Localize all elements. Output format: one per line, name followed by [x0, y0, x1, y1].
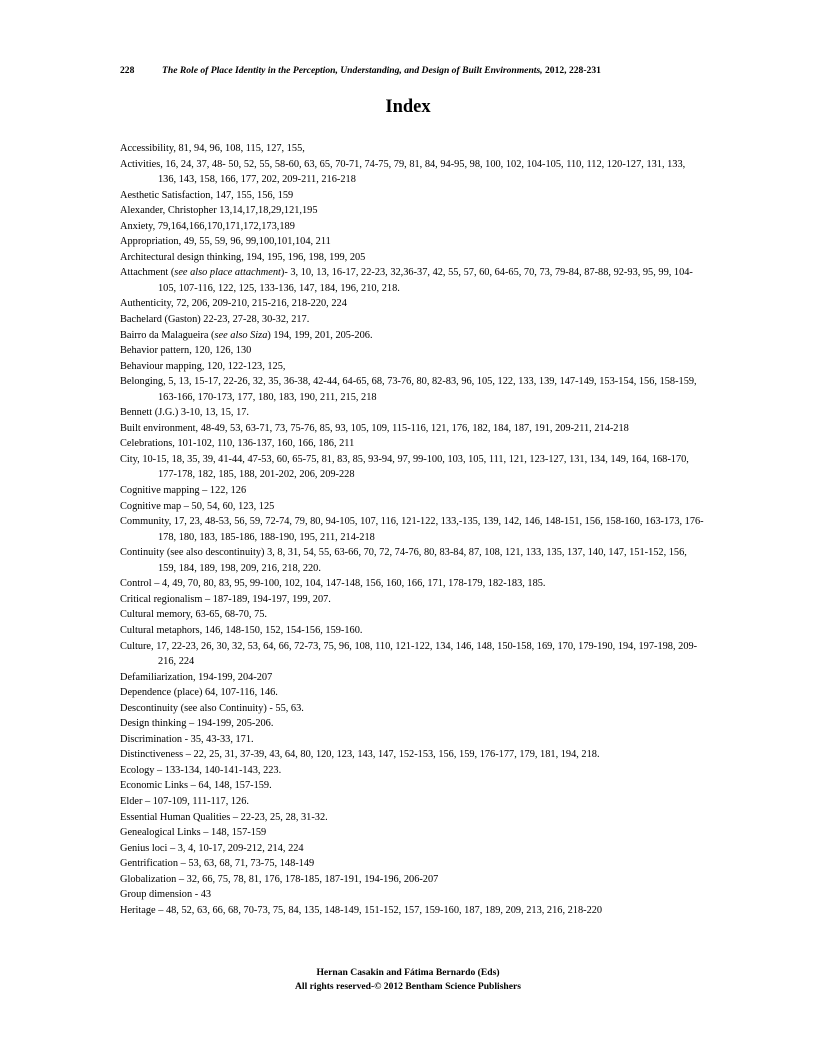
- index-entry-text: Built environment, 48-49, 53, 63-71, 73, 75-76, 85, 93, 105, 109, 115-116, 121, 176, 182, 184, 187, 191, 209-211, 214-218: [120, 422, 629, 434]
- index-entry-text: Bennett (J.G.) 3-10, 13, 15, 17.: [120, 407, 249, 419]
- index-entry: [120, 639, 704, 670]
- index-entry-text: Alexander, Christopher 13,14,17,18,29,121,195: [120, 205, 318, 217]
- footer-copyright: All rights reserved-© 2012 Bentham Science Publishers: [294, 980, 522, 992]
- index-entry: [120, 157, 704, 188]
- footer-editors: Hernan Casakin and Fátima Bernardo (Eds): [316, 967, 500, 978]
- index-entry-text: Cognitive map – 50, 54, 60, 123, 125: [120, 500, 275, 512]
- index-entry: [120, 499, 704, 515]
- index-entry: [120, 887, 704, 903]
- index-entry-text: Attachment (: [120, 267, 175, 279]
- index-entry-text: Cultural memory, 63-65, 68-70, 75.: [120, 609, 267, 621]
- index-entry: [120, 716, 704, 732]
- index-entry-text: Economic Links – 64, 148, 157-159.: [120, 780, 272, 792]
- index-entry: [120, 810, 704, 826]
- index-entry: [120, 374, 704, 405]
- index-entry: [120, 545, 704, 576]
- index-entry: [120, 296, 704, 312]
- index-entry-text: Community, 17, 23, 48-53, 56, 59, 72-74, 79, 80, 94-105, 107, 116, 121-122, 133,-135, 139, 142, 146, 148-151, 156, 158-160, 163-173, 176-178, 180, 183, 185-186, 188-190, 195, 211, 214-218: [120, 516, 704, 543]
- index-entry: [120, 856, 704, 872]
- index-entry: [120, 701, 704, 717]
- index-entry-text: Bachelard (Gaston) 22-23, 27-28, 30-32, 217.: [120, 314, 310, 326]
- running-title: The Role of Place Identity in the Perception, Understanding, and Design of Built Environments,: [162, 65, 543, 76]
- index-entry: [120, 747, 704, 763]
- index-entry-text: Group dimension - 43: [120, 889, 212, 901]
- index-entry-text: Critical regionalism – 187-189, 194-197, 199, 207.: [120, 593, 331, 605]
- index-entry-text: Belonging, 5, 13, 15-17, 22-26, 32, 35, 36-38, 42-44, 64-65, 68, 73-76, 80, 82-83, 96, 105, 122, 133, 139, 147-149, 153-154, 156, 158-159, 163-166, 170-173, 177, 180, 183, 190, 211, 215, 218: [120, 376, 697, 403]
- index-entry: [120, 421, 704, 437]
- running-head: [120, 65, 700, 76]
- index-entry: [120, 452, 704, 483]
- index-entry-text: Design thinking – 194-199, 205-206.: [120, 718, 274, 730]
- index-entry: [120, 685, 704, 701]
- index-entry-text: Dependence (place) 64, 107-116, 146.: [120, 687, 278, 699]
- index-entry-text: Defamiliarization, 194-199, 204-207: [120, 671, 273, 683]
- index-entry: [120, 841, 704, 857]
- index-entry: [120, 763, 704, 779]
- index-entry-text: Authenticity, 72, 206, 209-210, 215-216, 218-220, 224: [120, 298, 347, 310]
- index-entry: [120, 359, 704, 375]
- index-entry: [120, 483, 704, 499]
- index-entry-text: )- 3, 10, 13, 16-17, 22-23, 32,36-37, 42, 55, 57, 60, 64-65, 70, 73, 79-84, 87-88, 92-93, 95, 99, 104-105, 107-116, 122, 125, 133-136, 147, 184, 196, 210, 218.: [158, 267, 693, 294]
- index-entry: [120, 607, 704, 623]
- index-entry-text: Heritage – 48, 52, 63, 66, 68, 70-73, 75, 84, 135, 148-149, 151-152, 157, 159-160, 187, 189, 209, 213, 216, 218-220: [120, 904, 603, 916]
- index-entry: [120, 623, 704, 639]
- page-number: 228: [120, 65, 135, 76]
- index-entry-see-also: see also place attachment: [174, 267, 281, 279]
- index-entry: [120, 514, 704, 545]
- index-entry: [120, 219, 704, 235]
- index-entry-see-also: see also Siza: [214, 329, 268, 341]
- index-entry-text: Cognitive mapping – 122, 126: [120, 485, 247, 497]
- page-title: Index: [385, 97, 431, 117]
- index-entry-text: Genealogical Links – 148, 157-159: [120, 827, 267, 839]
- index-entry-text: Elder – 107-109, 111-117, 126.: [120, 795, 249, 807]
- index-entry: [120, 328, 704, 344]
- index-entry: [120, 405, 704, 421]
- index-entry: [120, 250, 704, 266]
- index-entry-text: Continuity (see also descontinuity) 3, 8, 31, 54, 55, 63-66, 70, 72, 74-76, 80, 83-84, 87, 108, 121, 133, 135, 137, 140, 147, 151-152, 156, 159, 184, 189, 198, 209, 216, 218, 220.: [120, 547, 687, 574]
- index-entry: [120, 825, 704, 841]
- index-entry-text: Gentrification – 53, 63, 68, 71, 73-75, 148-149: [120, 858, 315, 870]
- index-entry-text: Control – 4, 49, 70, 80, 83, 95, 99-100, 102, 104, 147-148, 156, 160, 166, 171, 178-179, 182-183, 185.: [120, 578, 546, 590]
- index-entry-text: Bairro da Malagueira (: [120, 329, 215, 341]
- index-entry: [120, 778, 704, 794]
- index-entry-text: Culture, 17, 22-23, 26, 30, 32, 53, 64, 66, 72-73, 75, 96, 108, 110, 121-122, 134, 146, 148, 150-158, 169, 170, 179-190, 194, 197-198, 209-216, 224: [120, 640, 698, 668]
- index-entry: [120, 141, 704, 157]
- running-year-pages: 2012, 228-231: [542, 65, 601, 76]
- index-entry-text: Appropriation, 49, 55, 59, 96, 99,100,101,104, 211: [120, 236, 331, 248]
- index-entry: [120, 670, 704, 686]
- index-entry: [120, 343, 704, 359]
- index-entry-text: Architectural design thinking, 194, 195, 196, 198, 199, 205: [120, 251, 366, 263]
- index-entry-text: Globalization – 32, 66, 75, 78, 81, 176, 178-185, 187-191, 194-196, 206-207: [120, 873, 439, 885]
- index-entry: [120, 312, 704, 328]
- page-footer: [0, 966, 816, 993]
- index-entry: [120, 188, 704, 204]
- index-entry-text: City, 10-15, 18, 35, 39, 41-44, 47-53, 60, 65-75, 81, 83, 85, 93-94, 97, 99-100, 103, 105, 111, 121, 123-127, 131, 134, 149, 164, 168-170, 177-178, 182, 185, 188, 201-202, 206, 209-228: [120, 453, 689, 481]
- index-entry-text: Cultural metaphors, 146, 148-150, 152, 154-156, 159-160.: [120, 624, 363, 636]
- index-entry: [120, 794, 704, 810]
- index-entry-text: Descontinuity (see also Continuity) - 55, 63.: [120, 702, 304, 714]
- index-entry-text: Discrimination - 35, 43-33, 171.: [120, 733, 254, 745]
- index-entry: [120, 436, 704, 452]
- index-entry: [120, 903, 704, 919]
- index-entry-text: Distinctiveness – 22, 25, 31, 37-39, 43, 64, 80, 120, 123, 143, 147, 152-153, 156, 159, 176-177, 179, 181, 194, 218.: [120, 749, 600, 761]
- index-entry: [120, 234, 704, 250]
- index-entry: [120, 576, 704, 592]
- index-entry: [120, 203, 704, 219]
- index-entry-text: Anxiety, 79,164,166,170,171,172,173,189: [120, 220, 295, 232]
- index-entry-text: Behaviour mapping, 120, 122-123, 125,: [120, 360, 286, 372]
- index-entry: [120, 732, 704, 748]
- index-entry-text: Essential Human Qualities – 22-23, 25, 28, 31-32.: [120, 811, 328, 823]
- index-entry: [120, 265, 704, 296]
- index-entry-text: Accessibility, 81, 94, 96, 108, 115, 127, 155,: [120, 143, 305, 154]
- index-entry: [120, 872, 704, 888]
- index-entry-text: ) 194, 199, 201, 205-206.: [267, 329, 373, 341]
- index-entry-text: Behavior pattern, 120, 126, 130: [120, 345, 252, 357]
- index-entry-text: Activities, 16, 24, 37, 48- 50, 52, 55, 58-60, 63, 65, 70-71, 74-75, 79, 81, 84, 94-95, 98, 100, 102, 104-105, 110, 112, 120-127, 131, 133, 136, 143, 158, 166, 177, 202, 209-211, 216-218: [120, 158, 686, 186]
- index-entry-text: Aesthetic Satisfaction, 147, 155, 156, 159: [120, 189, 294, 201]
- index-entry: [120, 592, 704, 608]
- index-list: [120, 141, 704, 918]
- index-entry-text: Genius loci – 3, 4, 10-17, 209-212, 214, 224: [120, 842, 304, 854]
- index-entry-text: Celebrations, 101-102, 110, 136-137, 160, 166, 186, 211: [120, 438, 355, 450]
- index-entry-text: Ecology – 133-134, 140-141-143, 223.: [120, 764, 282, 776]
